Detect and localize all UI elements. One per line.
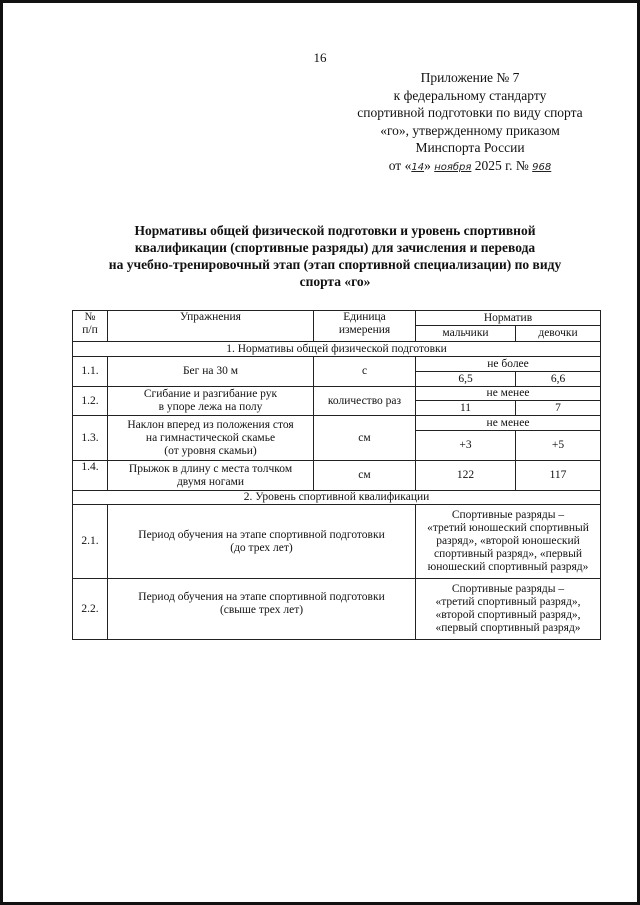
- value-boys: +3: [416, 431, 516, 461]
- row-num: 1.4.: [73, 461, 108, 491]
- title-line: квалификации (спортивные разряды) для зачисления и перевода: [134, 240, 536, 255]
- document-title: [80, 222, 590, 290]
- handwritten-order-number: 968: [532, 161, 552, 173]
- header-num: № п/п: [73, 311, 108, 342]
- appendix-line: Приложение № 7: [420, 70, 520, 85]
- row-unit: с: [314, 357, 416, 387]
- header-exercise: Упражнения: [108, 311, 314, 342]
- value-boys: 11: [416, 401, 516, 416]
- row-condition: не менее: [416, 416, 601, 431]
- value-boys: 122: [416, 461, 516, 491]
- row-exercise: Бег на 30 м: [108, 357, 314, 387]
- value-girls: 6,6: [516, 372, 601, 387]
- title-line: на учебно-тренировочный этап (этап спортивной специализации) по виду: [108, 257, 562, 272]
- value-girls: 7: [516, 401, 601, 416]
- row-num: 1.1.: [73, 357, 108, 387]
- row-period: Период обучения на этапе спортивной подготовки (свыше трех лет): [108, 579, 416, 640]
- row-exercise: Прыжок в длину с места толчком двумя ногами: [108, 461, 314, 491]
- row-num: 2.1.: [73, 505, 108, 579]
- standards-table: [72, 310, 601, 640]
- value-boys: 6,5: [416, 372, 516, 387]
- row-exercise: Наклон вперед из положения стоя на гимнастической скамье (от уровня скамьи): [108, 416, 314, 461]
- appendix-line: к федеральному стандарту: [393, 87, 547, 103]
- header-norm: Норматив: [416, 311, 601, 326]
- section-heading: 2. Уровень спортивной квалификации: [73, 491, 601, 505]
- header-unit: Единица измерения: [314, 311, 416, 342]
- row-unit: количество раз: [314, 387, 416, 416]
- row-condition: не более: [416, 357, 601, 372]
- row-num: 1.3.: [73, 416, 108, 461]
- value-girls: 117: [516, 461, 601, 491]
- appendix-header: [340, 69, 600, 176]
- date-mid: »: [424, 157, 431, 173]
- row-exercise: Сгибание и разгибание рук в упоре лежа на полу: [108, 387, 314, 416]
- header-boys: мальчики: [416, 326, 516, 342]
- row-period: Период обучения на этапе спортивной подготовки (до трех лет): [108, 505, 416, 579]
- appendix-line: «го», утвержденному приказом: [380, 122, 560, 138]
- title-line: спорта «го»: [299, 274, 371, 289]
- row-qualification: Спортивные разряды – «третий спортивный разряд», «второй спортивный разряд», «первый спортивный разряд»: [416, 579, 601, 640]
- row-unit: см: [314, 461, 416, 491]
- row-condition: не менее: [416, 387, 601, 401]
- row-unit: см: [314, 416, 416, 461]
- appendix-line: Минспорта России: [415, 140, 525, 155]
- year-text: 2025 г. №: [474, 157, 529, 173]
- section-heading: 1. Нормативы общей физической подготовки: [73, 342, 601, 357]
- value-girls: +5: [516, 431, 601, 461]
- date-prefix: от «: [388, 157, 412, 173]
- row-num: 1.2.: [73, 387, 108, 416]
- row-num: 2.2.: [73, 579, 108, 640]
- appendix-line: спортивной подготовки по виду спорта: [357, 105, 583, 120]
- title-line: Нормативы общей физической подготовки и уровень спортивной: [134, 223, 536, 238]
- header-girls: девочки: [516, 326, 601, 342]
- handwritten-month: ноября: [434, 161, 472, 173]
- row-qualification: Спортивные разряды – «третий юношеский спортивный разряд», «второй юношеский спортивный разряд», «первый юношеский спортивный разряд»: [416, 505, 601, 579]
- page-number: 16: [313, 50, 327, 65]
- order-date-line: [340, 157, 600, 177]
- handwritten-day: 14: [411, 161, 425, 173]
